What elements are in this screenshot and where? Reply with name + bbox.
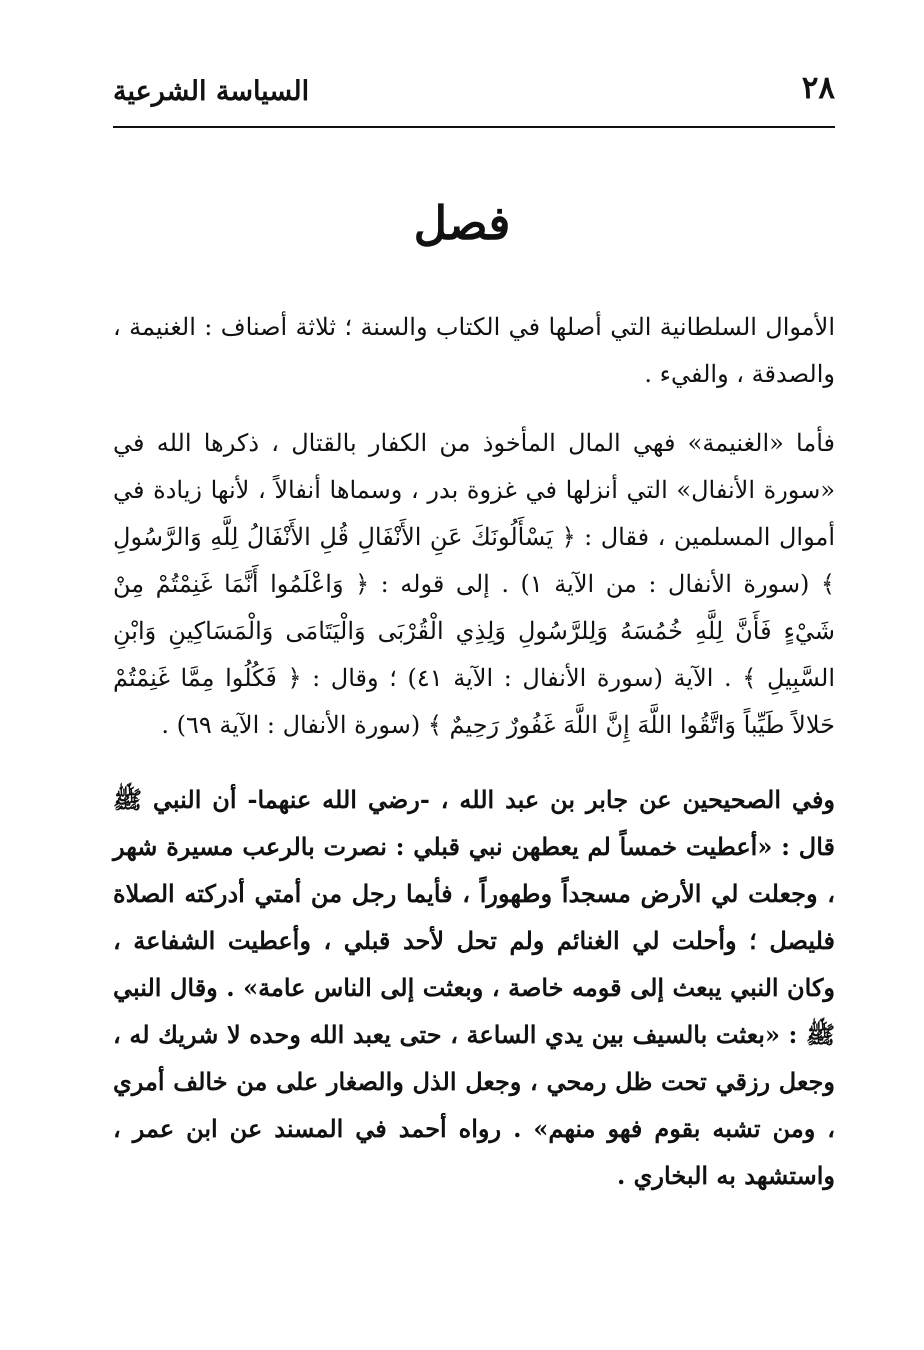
page-header <box>113 72 835 128</box>
paragraph-ghanima: فأما «الغنيمة» فهي المال المأخوذ من الكفار بالقتال ، ذكرها الله في «سورة الأنفال» التي أنزلها في غزوة بدر ، وسماها أنفالاً ، لأنها زيادة في أموال المسلمين ، فقال : ﴿ يَسْأَلُونَكَ عَنِ الأَنْفَالِ قُلِ الأَنْفَالُ لِلَّهِ وَالرَّسُولِ ﴾ (سورة الأنفال : من الآية ١) . إلى قوله : ﴿ وَاعْلَمُوا أَنَّمَا غَنِمْتُمْ مِنْ شَيْءٍ فَأَنَّ لِلَّهِ خُمُسَهُ وَلِلرَّسُولِ وَلِذِي الْقُرْبَى وَالْيَتَامَى وَالْمَسَاكِينِ وَابْنِ السَّبِيلِ ﴾ . الآية (سورة الأنفال : الآية ٤١) ؛ وقال : ﴿ فَكُلُوا مِمَّا غَنِمْتُمْ حَلالاً طَيِّباً وَاتَّقُوا اللَّهَ إِنَّ اللَّهَ غَفُورٌ رَحِيمٌ ﴾ (سورة الأنفال : الآية ٦٩) . <box>113 429 836 739</box>
paragraph-hadith: وفي الصحيحين عن جابر بن عبد الله ، -رضي الله عنهما- أن النبي ﷺ قال : «أعطيت خمساً لم يعطهن نبي قبلي : نصرت بالرعب مسيرة شهر ، وجعلت لي الأرض مسجداً وطهوراً ، فأيما رجل من أمتي أدركته الصلاة فليصل ؛ وأحلت لي الغنائم ولم تحل لأحد قبلي ، وأعطيت الشفاعة ، وكان النبي يبعث إلى قومه خاصة ، وبعثت إلى الناس عامة» . وقال النبي ﷺ : «بعثت بالسيف بين يدي الساعة ، حتى يعبد الله وحده لا شريك له ، وجعل رزقي تحت ظل رمحي ، وجعل الذل والصغار على من خالف أمري ، ومن تشبه بقوم فهو منهم» . رواه أحمد في المسند عن ابن عمر ، واستشهد به البخاري . <box>113 785 836 1190</box>
paragraph-revenue-types: الأموال السلطانية التي أصلها في الكتاب والسنة ؛ ثلاثة أصناف : الغنيمة ، والصدقة ، والفيء . <box>113 313 835 388</box>
page-number: ٢٨ <box>801 70 835 106</box>
section-title: فصل <box>413 196 511 250</box>
running-title: السياسة الشرعية <box>113 76 310 107</box>
